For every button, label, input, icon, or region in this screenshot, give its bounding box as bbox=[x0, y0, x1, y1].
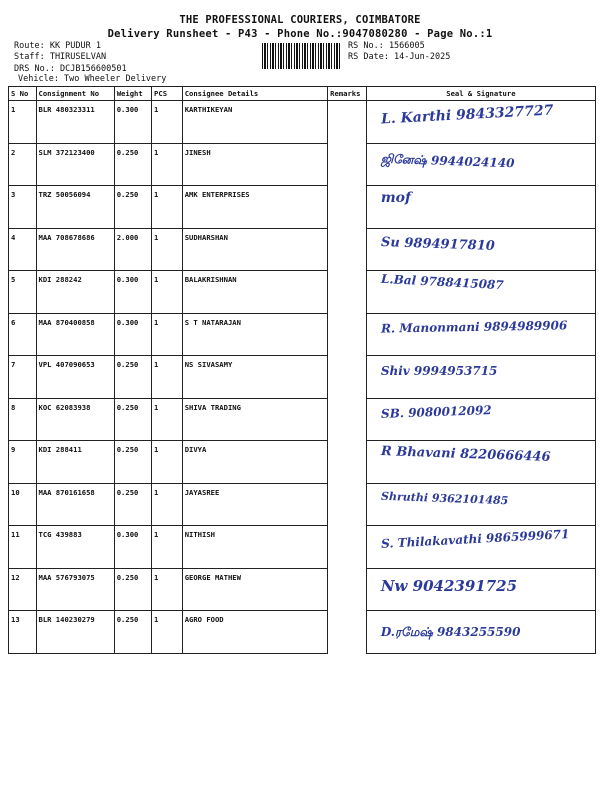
handwritten-signature: SB. 9080012092 bbox=[380, 402, 492, 421]
table-header-row bbox=[9, 87, 596, 101]
cell-remarks bbox=[328, 143, 367, 186]
cell-consignment: KOC 62083938 bbox=[36, 398, 114, 441]
header-title: THE PROFESSIONAL COURIERS, COIMBATORE bbox=[179, 14, 421, 26]
cell-sno: 12 bbox=[9, 568, 37, 611]
header-signature: Seal & Signature bbox=[366, 87, 595, 101]
cell-pcs: 1 bbox=[152, 143, 183, 186]
table-row bbox=[9, 313, 596, 356]
cell-consignee: S T NATARAJAN bbox=[182, 313, 327, 356]
drs-info: DRS No.: DCJB156600501 bbox=[14, 64, 127, 74]
cell-consignment: MAA 576793075 bbox=[36, 568, 114, 611]
staff-info: Staff: THIRUSELVAN bbox=[14, 52, 107, 62]
cell-pcs: 1 bbox=[152, 483, 183, 526]
handwritten-signature: R. Manonmani 9894989906 bbox=[380, 317, 568, 336]
cell-consignee: JINESH bbox=[182, 143, 327, 186]
cell-sno: 13 bbox=[9, 611, 37, 654]
cell-weight: 0.300 bbox=[114, 526, 151, 569]
cell-signature bbox=[366, 568, 595, 611]
cell-signature bbox=[366, 228, 595, 271]
cell-signature bbox=[366, 271, 595, 314]
cell-weight: 0.250 bbox=[114, 143, 151, 186]
cell-signature bbox=[366, 483, 595, 526]
cell-pcs: 1 bbox=[152, 271, 183, 314]
cell-pcs: 1 bbox=[152, 568, 183, 611]
cell-consignee: SUDHARSHAN bbox=[182, 228, 327, 271]
cell-sno: 8 bbox=[9, 398, 37, 441]
header-consignee: Consignee Details bbox=[182, 87, 327, 101]
cell-weight: 0.300 bbox=[114, 101, 151, 144]
table-row bbox=[9, 568, 596, 611]
cell-pcs: 1 bbox=[152, 313, 183, 356]
cell-weight: 2.000 bbox=[114, 228, 151, 271]
cell-remarks bbox=[328, 441, 367, 484]
cell-signature bbox=[366, 143, 595, 186]
barcode bbox=[262, 43, 342, 69]
cell-signature bbox=[366, 101, 595, 144]
header-sno: S No bbox=[9, 87, 37, 101]
cell-consignee: NS SIVASAMY bbox=[182, 356, 327, 399]
cell-remarks bbox=[328, 526, 367, 569]
cell-remarks bbox=[328, 271, 367, 314]
cell-signature bbox=[366, 356, 595, 399]
cell-pcs: 1 bbox=[152, 186, 183, 229]
cell-consignee: GEORGE MATHEW bbox=[182, 568, 327, 611]
cell-remarks bbox=[328, 356, 367, 399]
cell-consignment: SLM 372123400 bbox=[36, 143, 114, 186]
cell-pcs: 1 bbox=[152, 611, 183, 654]
cell-weight: 0.250 bbox=[114, 441, 151, 484]
cell-pcs: 1 bbox=[152, 101, 183, 144]
handwritten-signature: Su 9894917810 bbox=[380, 234, 495, 254]
route-info: Route: KK PUDUR 1 bbox=[14, 41, 101, 51]
cell-remarks bbox=[328, 398, 367, 441]
table-row bbox=[9, 398, 596, 441]
cell-consignee: AGRO FOOD bbox=[182, 611, 327, 654]
cell-consignee: BALAKRISHNAN bbox=[182, 271, 327, 314]
table-row bbox=[9, 228, 596, 271]
cell-sno: 6 bbox=[9, 313, 37, 356]
header-consignment: Consignment No bbox=[36, 87, 114, 101]
cell-signature bbox=[366, 186, 595, 229]
vehicle-info: Vehicle: Two Wheeler Delivery bbox=[18, 74, 167, 84]
handwritten-signature: Shruthi 9362101485 bbox=[380, 489, 509, 507]
table-row bbox=[9, 611, 596, 654]
handwritten-signature: mof bbox=[380, 190, 411, 206]
cell-weight: 0.250 bbox=[114, 611, 151, 654]
cell-signature bbox=[366, 441, 595, 484]
cell-remarks bbox=[328, 313, 367, 356]
cell-consignment: MAA 708678686 bbox=[36, 228, 114, 271]
cell-signature bbox=[366, 313, 595, 356]
handwritten-signature: S. Thilakavathi 9865999671 bbox=[380, 527, 570, 551]
handwritten-signature: L.Bal 9788415087 bbox=[380, 271, 504, 293]
cell-sno: 1 bbox=[9, 101, 37, 144]
cell-sno: 5 bbox=[9, 271, 37, 314]
rs-number: RS No.: 1566005 bbox=[348, 41, 425, 51]
cell-pcs: 1 bbox=[152, 356, 183, 399]
cell-consignment: TRZ 50056094 bbox=[36, 186, 114, 229]
table-row bbox=[9, 101, 596, 144]
cell-weight: 0.250 bbox=[114, 398, 151, 441]
table-row bbox=[9, 271, 596, 314]
cell-weight: 0.250 bbox=[114, 483, 151, 526]
cell-sno: 4 bbox=[9, 228, 37, 271]
cell-consignee: KARTHIKEYAN bbox=[182, 101, 327, 144]
cell-sno: 2 bbox=[9, 143, 37, 186]
handwritten-signature: L. Karthi 9843327727 bbox=[380, 102, 554, 128]
cell-consignment: BLR 480323311 bbox=[36, 101, 114, 144]
table-row bbox=[9, 186, 596, 229]
cell-consignment: VPL 407090653 bbox=[36, 356, 114, 399]
cell-weight: 0.250 bbox=[114, 356, 151, 399]
cell-weight: 0.300 bbox=[114, 313, 151, 356]
cell-sno: 11 bbox=[9, 526, 37, 569]
cell-signature bbox=[366, 526, 595, 569]
handwritten-signature: ஜினேஷ் 9944024140 bbox=[380, 151, 515, 170]
cell-consignment: MAA 870400858 bbox=[36, 313, 114, 356]
header-weight: Weight bbox=[114, 87, 151, 101]
cell-sno: 10 bbox=[9, 483, 37, 526]
cell-consignment: KDI 288242 bbox=[36, 271, 114, 314]
handwritten-signature: R Bhavani 8220666446 bbox=[380, 444, 551, 465]
cell-signature bbox=[366, 398, 595, 441]
cell-consignee: SHIVA TRADING bbox=[182, 398, 327, 441]
cell-remarks bbox=[328, 186, 367, 229]
handwritten-signature: D.ரமேஷ் 9843255590 bbox=[380, 625, 521, 639]
cell-consignment: BLR 140230279 bbox=[36, 611, 114, 654]
cell-consignee: DIVYA bbox=[182, 441, 327, 484]
cell-sno: 9 bbox=[9, 441, 37, 484]
cell-weight: 0.250 bbox=[114, 186, 151, 229]
handwritten-signature: Nw 9042391725 bbox=[380, 576, 518, 595]
cell-consignee: NITHISH bbox=[182, 526, 327, 569]
table-row bbox=[9, 143, 596, 186]
cell-weight: 0.250 bbox=[114, 568, 151, 611]
cell-pcs: 1 bbox=[152, 441, 183, 484]
header-pcs: PCS bbox=[152, 87, 183, 101]
cell-signature bbox=[366, 611, 595, 654]
cell-consignee: JAYASREE bbox=[182, 483, 327, 526]
cell-pcs: 1 bbox=[152, 398, 183, 441]
table-row bbox=[9, 526, 596, 569]
cell-consignment: TCG 439883 bbox=[36, 526, 114, 569]
cell-pcs: 1 bbox=[152, 228, 183, 271]
cell-consignment: MAA 870161658 bbox=[36, 483, 114, 526]
cell-consignment: KDI 288411 bbox=[36, 441, 114, 484]
rs-date: RS Date: 14-Jun-2025 bbox=[348, 52, 451, 62]
cell-sno: 7 bbox=[9, 356, 37, 399]
handwritten-signature: Shiv 9994953715 bbox=[380, 364, 498, 378]
runsheet-table bbox=[8, 86, 596, 654]
cell-remarks bbox=[328, 568, 367, 611]
cell-remarks bbox=[328, 228, 367, 271]
cell-remarks bbox=[328, 101, 367, 144]
table-row bbox=[9, 483, 596, 526]
table-row bbox=[9, 356, 596, 399]
table-row bbox=[9, 441, 596, 484]
header-subtitle: Delivery Runsheet - P43 - Phone No.:9047080280 - Page No.:1 bbox=[107, 28, 493, 40]
cell-remarks bbox=[328, 611, 367, 654]
cell-weight: 0.300 bbox=[114, 271, 151, 314]
header-remarks: Remarks bbox=[328, 87, 367, 101]
cell-sno: 3 bbox=[9, 186, 37, 229]
cell-remarks bbox=[328, 483, 367, 526]
cell-consignee: AMK ENTERPRISES bbox=[182, 186, 327, 229]
cell-pcs: 1 bbox=[152, 526, 183, 569]
